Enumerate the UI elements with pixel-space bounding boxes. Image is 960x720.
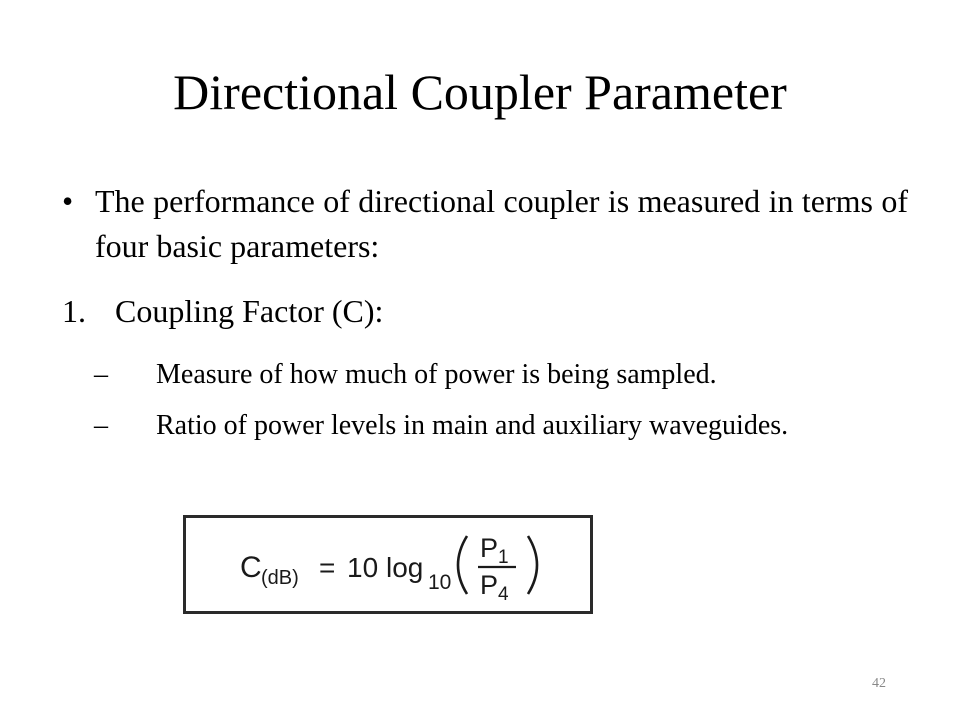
formula-numerator: P [480, 533, 499, 563]
formula-log: log [386, 552, 424, 583]
formula-denominator-subscript: 4 [498, 584, 509, 605]
formula-equals: = [319, 552, 336, 583]
sub-item-text: Ratio of power levels in main and auxiliary waveguides. [156, 410, 789, 441]
formula-denominator: P [480, 570, 499, 600]
formula-lhs: C [240, 551, 262, 584]
numbered-item [62, 289, 383, 334]
sub-item [94, 356, 908, 394]
formula [186, 518, 590, 611]
item-label: Coupling Factor (C): [115, 293, 384, 329]
sub-item [94, 407, 908, 445]
formula-log-base: 10 [428, 571, 452, 594]
bullet-marker: • [62, 183, 74, 219]
sub-item-marker: – [94, 359, 108, 390]
right-paren [528, 536, 537, 594]
sub-item-text: Measure of how much of power is being sampled. [156, 359, 717, 390]
formula-lhs-subscript: (dB) [261, 567, 299, 589]
left-paren [458, 536, 467, 594]
bullet-point [62, 179, 908, 269]
bullet-text: The performance of directional coupler is measured in terms of four basic parameters: [95, 183, 908, 264]
formula-box [183, 515, 593, 614]
item-number: 1. [62, 293, 86, 329]
slide-title: Directional Coupler Parameter [173, 64, 787, 120]
formula-numerator-subscript: 1 [498, 547, 509, 568]
formula-coefficient: 10 [347, 552, 379, 583]
sub-item-marker: – [94, 410, 108, 441]
page-number: 42 [872, 676, 886, 691]
